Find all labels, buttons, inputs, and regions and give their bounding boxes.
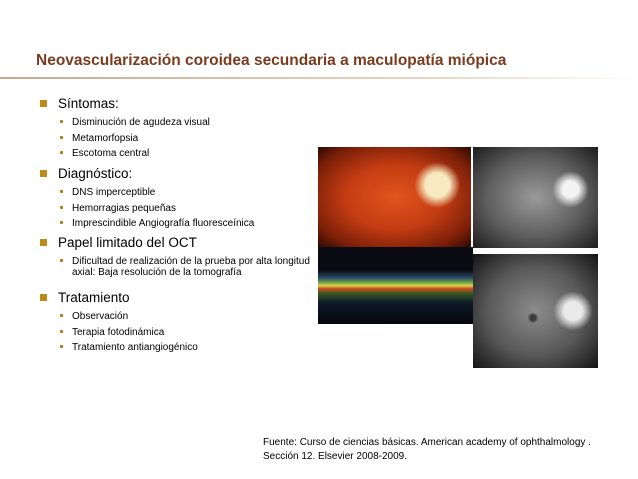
section-heading: Tratamiento <box>0 290 320 306</box>
section-diagnostico <box>0 166 320 234</box>
list-item: Hemorragias pequeñas <box>0 203 320 214</box>
list-item: Escotoma central <box>0 148 320 159</box>
section-sintomas <box>0 96 320 164</box>
fundus-photo <box>318 147 471 247</box>
angiography-image-late <box>473 254 598 368</box>
angiography-image-early <box>473 147 598 248</box>
slide-title: Neovascularización coroidea secundaria a maculopatía miópica <box>36 52 507 69</box>
section-tratamiento <box>0 290 320 358</box>
section-heading: Papel limitado del OCT <box>0 235 320 251</box>
list-item: Metamorfopsia <box>0 133 320 144</box>
list-item: Observación <box>0 311 320 322</box>
oct-scan-image <box>318 247 473 324</box>
section-heading: Diagnóstico: <box>0 166 320 182</box>
section-oct <box>0 235 320 283</box>
list-item: Terapia fotodinámica <box>0 327 320 338</box>
list-item: Disminución de agudeza visual <box>0 117 320 128</box>
list-item: Imprescindible Angiografía fluoresceínica <box>0 218 320 229</box>
source-citation: Fuente: Curso de ciencias básicas. American academy of ophthalmology . Sección 12. Elsevier 2008-2009. <box>263 437 591 462</box>
section-heading: Síntomas: <box>0 96 320 112</box>
list-item: Dificultad de realización de la prueba por alta longitud axial: Baja resolución de la tomografía <box>0 256 312 278</box>
list-item: Tratamiento antiangiogénico <box>0 342 320 353</box>
list-item: DNS imperceptible <box>0 187 320 198</box>
